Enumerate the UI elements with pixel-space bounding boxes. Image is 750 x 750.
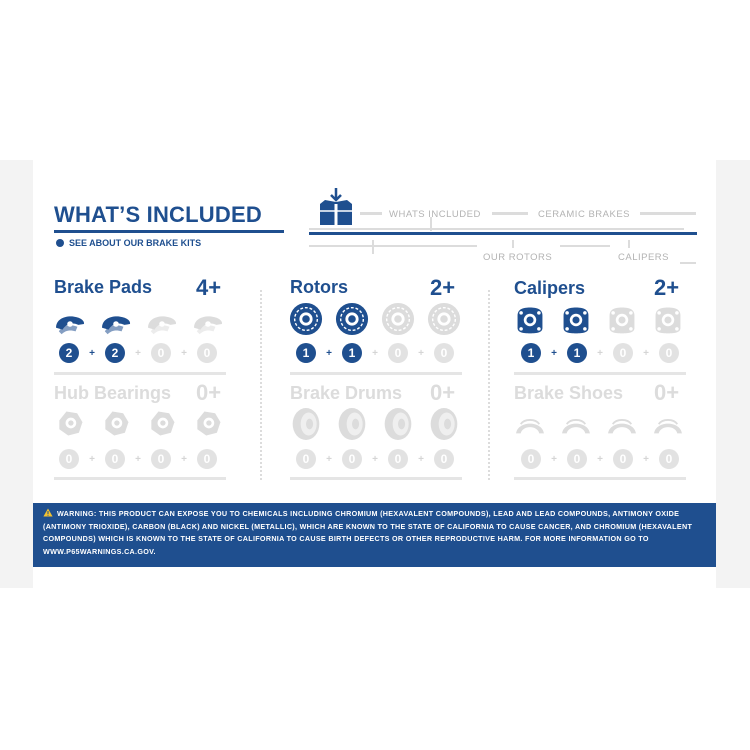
rotors-quantities [296,343,454,363]
quantity-badge: 0 [613,343,633,363]
quantity-badge: 0 [342,449,362,469]
rotor-icon [426,303,462,335]
plus-sign: + [135,347,141,359]
quantity-badge: 0 [151,343,171,363]
rotor-icon [380,303,416,335]
category-count-brake-drums: 0+ [430,380,456,405]
see-kits-label: SEE ABOUT OUR BRAKE KITS [69,238,202,248]
hub-bearing-icon [190,407,226,439]
category-title-brake-shoes: Brake Shoes [514,383,624,403]
nav-our-rotors[interactable]: OUR ROTORS [483,252,553,263]
box-arrow-icon [317,187,355,229]
brake-shoe-icon [650,410,686,442]
row-underline [290,477,462,480]
category-count-rotors: 2+ [430,275,456,300]
caliper-icon [650,304,686,336]
plus-sign: + [89,347,95,359]
plus-sign: + [643,347,649,359]
hub-bearing-icon [98,407,134,439]
rotors-icons [288,303,462,335]
quantity-badge: 1 [567,343,587,363]
warning-text: WARNING: THIS PRODUCT CAN EXPOSE YOU TO CHEMICALS INCLUDING CHROMIUM (HEXAVALENT COMPOUNDS), LEAD AND LEAD COMPOUNDS, ANTIMONY OXIDE (ANTIMONY TRIOXIDE), CARBON (BLACK) AND NICKEL (METALLIC), WHICH ARE KNOWN TO THE STATE OF CALIFORNIA TO CAUSE CANCER, AND CHROMIUM (HEXAVALENT COMPOUNDS) WHICH IS KNOWN TO THE STATE OF CALIFORNIA TO CAUSE BIRTH DEFECTS OR OTHER REPRODUCTIVE HARM. FOR MORE INFORMATION GO TO WWW.P65WARNINGS.CA.GOV. [43,509,693,556]
nav-line-segment [640,212,696,215]
nav-line-segment [360,212,382,215]
quantity-badge: 0 [296,449,316,469]
category-count-brake-pads: 4+ [196,275,222,300]
brake-shoe-icon [558,410,594,442]
quantity-badge: 1 [296,343,316,363]
caliper-icon [512,304,548,336]
brake-pad-icon [190,308,226,340]
quantity-badge: 0 [434,449,454,469]
brake-drums-icons [288,405,462,443]
quantity-badge: 0 [388,449,408,469]
plus-sign: + [597,453,603,465]
brake-pads-icons [52,308,226,340]
hub-bearings-icons [52,407,226,439]
row-underline [514,477,686,480]
quantity-badge: 0 [59,449,79,469]
brake-shoes-icons [512,410,686,442]
column-divider [260,290,262,480]
plus-sign: + [418,453,424,465]
quantity-badge: 0 [388,343,408,363]
nav-line-segment [492,212,528,215]
quantity-badge: 2 [105,343,125,363]
quantity-badge: 0 [105,449,125,469]
quantity-badge: 0 [659,449,679,469]
brake-drum-icon [334,405,370,443]
nav-line-secondary [309,228,684,230]
nav-line-segment [560,245,610,247]
caliper-icon [558,304,594,336]
hub-bearing-icon [144,407,180,439]
nav-line-segment [309,245,477,247]
hub-bearings-quantities [59,449,217,469]
category-title-rotors: Rotors [290,277,348,297]
brake-pads-quantities [59,343,217,363]
plus-sign: + [181,347,187,359]
rotor-icon [288,303,324,335]
brake-drums-quantities [296,449,454,469]
nav-line-main [309,232,697,235]
rotor-icon [334,303,370,335]
calipers-quantities [521,343,679,363]
title-underline [54,230,284,233]
nav-calipers[interactable]: CALIPERS [618,252,669,263]
quantity-badge: 0 [197,449,217,469]
quantity-badge: 0 [567,449,587,469]
brake-shoe-icon [512,410,548,442]
quantity-badge: 0 [434,343,454,363]
brake-pad-icon [144,308,180,340]
category-count-brake-shoes: 0+ [654,380,680,405]
nav-line-segment [680,262,696,264]
nav-whats-included[interactable]: WHATS INCLUDED [389,209,481,220]
hub-bearing-icon [52,407,88,439]
nav-tick [372,240,374,254]
nav-ceramic-brakes[interactable]: CERAMIC BRAKES [538,209,630,220]
plus-sign: + [551,347,557,359]
plus-sign: + [326,453,332,465]
category-title-brake-pads: Brake Pads [54,277,153,297]
brake-drum-icon [380,405,416,443]
brake-pad-icon [52,308,88,340]
quantity-badge: 0 [521,449,541,469]
brake-shoes-quantities [521,449,679,469]
plus-sign: + [89,453,95,465]
caliper-icon [604,304,640,336]
quantity-badge: 0 [151,449,171,469]
prop65-warning-banner [33,503,716,567]
quantity-badge: 1 [521,343,541,363]
quantity-badge: 2 [59,343,79,363]
category-title-brake-drums: Brake Drums [290,383,403,403]
brake-drum-icon [426,405,462,443]
plus-sign: + [597,347,603,359]
category-count-calipers: 2+ [654,275,680,300]
brake-drum-icon [288,405,324,443]
plus-sign: + [372,347,378,359]
plus-sign: + [326,347,332,359]
page-title: WHAT’S INCLUDED [54,202,262,227]
column-divider [488,290,490,480]
brake-shoe-icon [604,410,640,442]
see-kits-link[interactable] [56,238,201,248]
plus-sign: + [418,347,424,359]
plus-sign: + [135,453,141,465]
brake-pad-icon [98,308,134,340]
plus-sign: + [372,453,378,465]
quantity-badge: 1 [342,343,362,363]
warning-triangle-icon [43,508,53,517]
plus-sign: + [551,453,557,465]
plus-sign: + [643,453,649,465]
row-underline [514,372,686,375]
bullet-icon [56,239,64,247]
quantity-badge: 0 [197,343,217,363]
category-count-hub-bearings: 0+ [196,380,222,405]
plus-sign: + [181,453,187,465]
row-underline [290,372,462,375]
nav-tick [628,240,630,248]
quantity-badge: 0 [659,343,679,363]
category-title-hub-bearings: Hub Bearings [54,383,172,403]
nav-tick [512,240,514,248]
quantity-badge: 0 [613,449,633,469]
row-underline [54,372,226,375]
row-underline [54,477,226,480]
calipers-icons [512,304,686,336]
category-title-calipers: Calipers [514,278,586,298]
